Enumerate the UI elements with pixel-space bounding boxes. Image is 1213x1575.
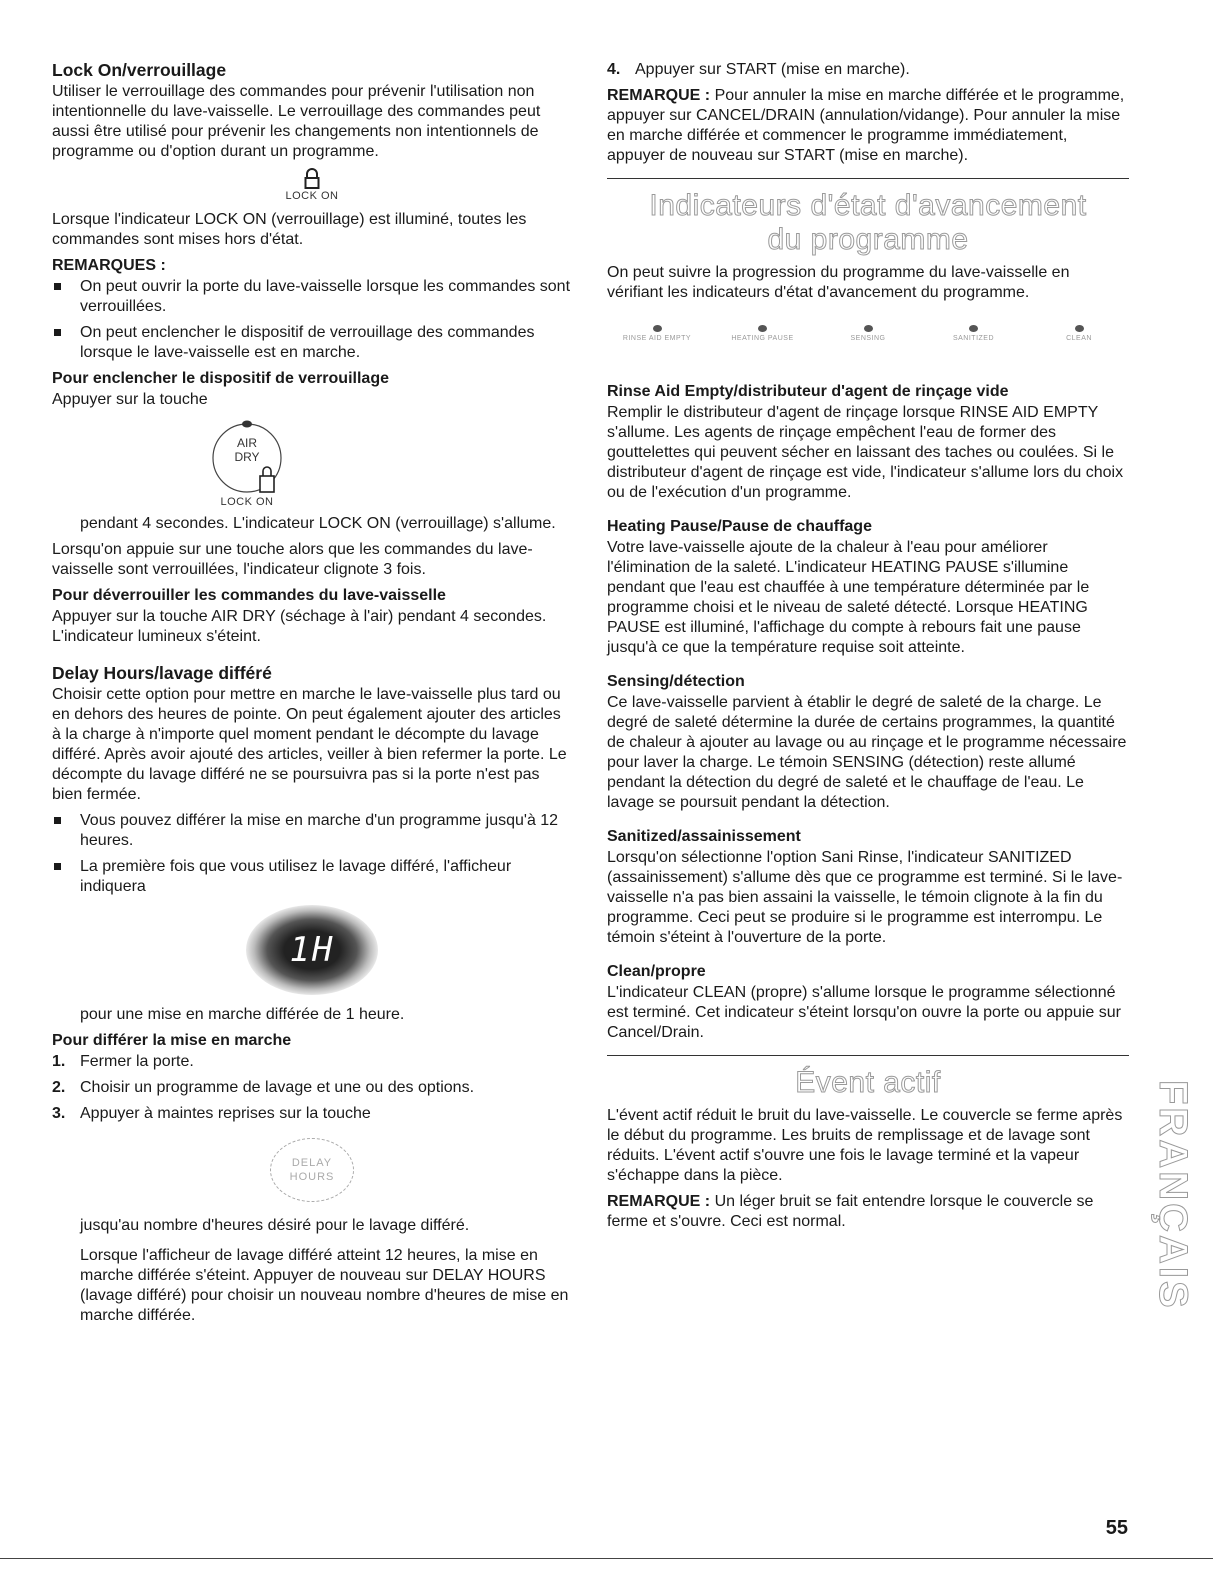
steps-list <box>52 1052 572 1124</box>
list-item: 2. Choisir un programme de lavage et une ou des options. <box>52 1079 475 1096</box>
status-indicator-rinse-aid: RINSE AID EMPTY <box>607 325 707 342</box>
remarque2-label: REMARQUE : <box>607 1193 711 1210</box>
lock-on-label: LOCK ON <box>285 190 339 202</box>
status-indicator-sanitized: SANITIZED <box>924 325 1024 342</box>
delay-bullets <box>52 811 572 897</box>
status-indicators <box>607 325 1129 342</box>
delay-hours-button-illustration: DELAY HOURS <box>270 1138 354 1202</box>
list-item: 1. Fermer la porte. <box>52 1053 194 1070</box>
list-item: 3. Appuyer à maintes reprises sur la touche <box>52 1105 371 1122</box>
left-column <box>52 60 572 1332</box>
air-dry-label: AIR DRY <box>234 436 260 464</box>
remarque-paragraph <box>607 86 1129 166</box>
heating-heading: Heating Pause/Pause de chauffage <box>607 518 872 535</box>
status-indicator-clean: CLEAN <box>1029 325 1129 342</box>
delay-display <box>246 905 378 995</box>
status-section-title: Indicateurs d'état d'avancement du programme <box>649 189 1087 256</box>
deverrouiller-heading: Pour déverrouiller les commandes du lave-vaisselle <box>52 587 446 604</box>
indicator-light-icon <box>864 325 873 332</box>
step4-list <box>607 60 1129 80</box>
remarque-text: Pour annuler la mise en marche différée et le programme, appuyer sur CANCEL/DRAIN (annulation/vidange). Pour annuler la mise en marche différée et commencer le programme immédiatement, appuyer de nouveau sur START (mise en marche). <box>607 87 1125 164</box>
list-item: Vous pouvez différer la mise en marche d'un programme jusqu'à 12 heures. <box>52 811 572 851</box>
indicator-light-icon <box>758 325 767 332</box>
divider <box>607 1055 1129 1056</box>
enclencher-heading: Pour enclencher le dispositif de verrouillage <box>52 370 389 387</box>
remarques-list <box>52 277 572 363</box>
enclencher-text: Appuyer sur la touche <box>52 391 208 408</box>
indicator-light-icon <box>1075 325 1084 332</box>
bottom-rule <box>0 1558 1213 1559</box>
indicator-light-icon <box>969 325 978 332</box>
event-section-title: Évent actif <box>795 1066 941 1099</box>
bullet-icon <box>54 329 61 336</box>
remarque-label: REMARQUE : <box>607 87 711 104</box>
sanitized-text: Lorsqu'on sélectionne l'option Sani Rinse, l'indicateur SANITIZED (assainissement) s'allume dès que ce programme est terminé. Si le lave-vaisselle n'a pas bien assaini la vaisselle, le témoin clignote à la fin du programme. Ceci peut se produire si le programme est interrompu. Le témoin s'éteint à l'ouverture de la porte. <box>607 849 1123 946</box>
event-text: L'évent actif réduit le bruit du lave-vaisselle. Le couvercle se ferme après le début du programme. Les bruits de remplissage et de lavage sont réduits. L'évent actif s'ouvre une fois le lavage terminé et la vapeur s'échappe dans la pièce. <box>607 1107 1123 1184</box>
clean-text: L'indicateur CLEAN (propre) s'allume lorsque le programme sélectionné est terminé. Cet indicateur s'éteint lorsqu'on ouvre la porte ou appuie sur Cancel/Drain. <box>607 984 1121 1041</box>
air-dry-lock-label: LOCK ON <box>220 496 274 508</box>
remarque2-paragraph <box>607 1192 1129 1232</box>
status-intro: On peut suivre la progression du programme du lave-vaisselle en vérifiant les indicateurs d'état d'avancement du programme. <box>607 264 1070 301</box>
status-indicator-heating-pause: HEATING PAUSE <box>713 325 813 342</box>
list-item: On peut ouvrir la porte du lave-vaisselle lorsque les commandes sont verrouillées. <box>52 277 572 317</box>
remarque2-text: Un léger bruit se fait entendre lorsque le couvercle se ferme et s'ouvre. Ceci est normal. <box>607 1193 1094 1230</box>
list-item: On peut enclencher le dispositif de verrouillage des commandes lorsque le lave-vaisselle est en marche. <box>52 323 572 363</box>
language-side-tab: FRANÇAIS <box>1151 1080 1195 1311</box>
lock-intro: Utiliser le verrouillage des commandes pour prévenir l'utilisation non intentionnelle du lave-vaisselle. Le verrouillage des commandes peut aussi être utilisé pour prévenir les changements non intentionnels de programme ou d'option durant un programme. <box>52 83 541 160</box>
clean-heading: Clean/propre <box>607 963 706 980</box>
bullet-icon <box>54 283 61 290</box>
list-item: 4. Appuyer sur START (mise en marche). <box>607 61 910 78</box>
air-dry-button-illustration <box>0 416 572 508</box>
rinse-text: Remplir le distributeur d'agent de rinçage lorsque RINSE AID EMPTY s'allume. Les agents de rinçage empêchent l'eau de former des gouttelettes qui peuvent sécher en laissant des taches ou coulées. Si le distributeur d'agent de rinçage est vide, l'indicateur s'allume lors du choix ou de l'exécution d'un programme. <box>607 404 1124 501</box>
right-column <box>607 60 1129 1238</box>
lock-illuminated-text: Lorsque l'indicateur LOCK ON (verrouillage) est illuminé, toutes les commandes sont mises hors d'état. <box>52 211 527 248</box>
delay-intro: Choisir cette option pour mettre en marche le lave-vaisselle plus tard ou en dehors des heures de pointe. On peut également ajouter des articles à la charge à n'importe quel moment pendant le décompte du lavage différé. Après avoir ajouté des articles, veiller à bien refermer la porte. Le décompte du lavage différé ne se poursuivra pas si la porte n'est pas bien fermée. <box>52 686 567 803</box>
rinse-heading: Rinse Aid Empty/distributeur d'agent de rinçage vide <box>607 383 1009 400</box>
pendant-text: pendant 4 secondes. L'indicateur LOCK ON (verrouillage) s'allume. <box>80 515 556 532</box>
indicator-light-icon <box>653 325 662 332</box>
lock-heading: Lock On/verrouillage <box>52 60 227 80</box>
lock-on-icon-block <box>52 168 572 202</box>
remarques-label: REMARQUES : <box>52 257 166 274</box>
bullet-icon <box>54 817 61 824</box>
status-indicator-sensing: SENSING <box>818 325 918 342</box>
page-number: 55 <box>1105 1517 1128 1539</box>
divider <box>607 178 1129 179</box>
delay-heading: Delay Hours/lavage différé <box>52 663 272 683</box>
padlock-icon <box>304 168 320 190</box>
clignote-text: Lorsqu'on appuie sur une touche alors que les commandes du lave-vaisselle sont verrouillées, l'indicateur clignote 3 fois. <box>52 541 533 578</box>
deverrouiller-text: Appuyer sur la touche AIR DRY (séchage à l'air) pendant 4 secondes. L'indicateur lumineux s'éteint. <box>52 608 547 645</box>
bullet-icon <box>54 863 61 870</box>
list-item: La première fois que vous utilisez le lavage différé, l'afficheur indiquera <box>52 857 572 897</box>
une-heure-text: pour une mise en marche différée de 1 heure. <box>80 1006 405 1023</box>
sensing-text: Ce lave-vaisselle parvient à établir le degré de saleté de la charge. Le degré de saleté détermine la durée de certains programmes, la quantité de chaleur à ajouter au lavage ou au rinçage et le programme nécessaire pour laver la charge. Le témoin SENSING (détection) reste allumé pendant la détection du degré de saleté et le chauffage de l'eau. Le lavage se poursuit pendant la détection. <box>607 694 1127 811</box>
heating-text: Votre lave-vaisselle ajoute de la chaleur à l'eau pour améliorer l'élimination de la saleté. L'indicateur HEATING PAUSE s'illumine pendant que l'eau est chauffée à une température déterminée par le programme choisi et le niveau de saleté détecté. Lorsque HEATING PAUSE est illuminé, l'affichage du compte à rebours fait une pause jusqu'à ce que la température requise soit atteinte. <box>607 539 1090 656</box>
differer-heading: Pour différer la mise en marche <box>52 1032 292 1049</box>
jusqu-text: jusqu'au nombre d'heures désiré pour le lavage différé. <box>80 1217 470 1234</box>
sensing-heading: Sensing/détection <box>607 673 745 690</box>
afficheur-text: Lorsque l'afficheur de lavage différé atteint 12 heures, la mise en marche différée s'éteint. Appuyer de nouveau sur DELAY HOURS (lavage différé) pour choisir un nouveau nombre d'heures de mise en marche différée. <box>80 1247 569 1324</box>
delay-display-value: 1H <box>289 930 335 970</box>
sanitized-heading: Sanitized/assainissement <box>607 828 801 845</box>
